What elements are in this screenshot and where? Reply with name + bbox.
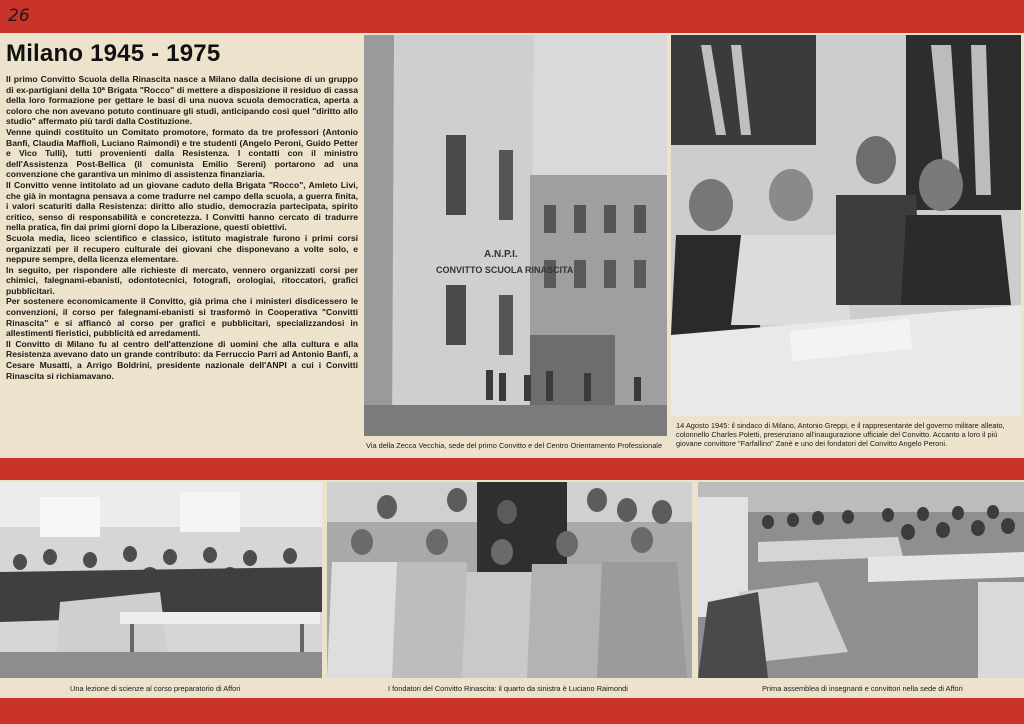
paragraph: In seguito, per rispondere alle richieste di mercato, vennero organizzati corsi per chimici, falegnami-ebanisti, odontotecnici, fotografi, orologiai, ritoccatori, grafici pubblicitari. (6, 264, 358, 296)
building-letters: A.N.P.I. (484, 249, 518, 260)
photo-lesson (0, 482, 322, 678)
paragraph: Venne quindi costituito un Comitato promotore, formato da tre professori (Antonio Banfi, Claudia Maffioli, Luciano Raimondi) e tre studenti (Angelo Peroni, Guido Petter e Vico Tulli), tutti provenienti dalla Resistenza. I contatti con il ministro dell'Assistenza Post-Bellica (il comunista Emilio Sereni) portarono ad una convenzione che garantiva un minimo di assistenza finanziaria. (6, 126, 358, 180)
building-sign: CONVITTO SCUOLA RINASCITA (436, 265, 574, 275)
caption-street: Via della Zecca Vecchia, sede del primo Convitto e del Centro Orientamento Professionale (366, 441, 663, 450)
page-title: Milano 1945 - 1975 (6, 40, 221, 67)
page-number: 26 (8, 6, 30, 26)
photo-officials (671, 35, 1021, 416)
caption-assembly: Prima assemblea di insegnanti e convittori nella sede di Affori (762, 684, 963, 693)
paragraph: Scuola media, liceo scientifico e classico, istituto magistrale furono i primi corsi organizzati per il recupero culturale dei giovani che disponevano a volte solo, e neppure sempre, della licenza elementare. (6, 232, 358, 265)
photo-founders (327, 482, 692, 678)
paragraph: Il Convitto di Milano fu al centro dell'attenzione di uomini che alla cultura e alla Resistenza avevano dato un grande contributo: da Ferruccio Parri ad Antonio Banfi, a Cesare Musatti, a Arrigo Boldrini, presidente nazionale dell'ANPI a cui i Convitti Rinascita si richiamavano. (6, 338, 358, 381)
caption-founders: I fondatori del Convitto Rinascita: il quarto da sinistra è Luciano Raimondi (388, 684, 628, 693)
paragraph: Per sostenere economicamente il Convitto, già prima che i ministeri disdicessero le convenzioni, il corso per falegnami-ebanisti si trasformò in Cooperativa "Convitti Rinascita" e si affiancò al corso per grafici e pubblicitari, specializzandosi in allestimenti fieristici, pubblicità ed arredamenti. (6, 296, 358, 339)
paragraph: Il Convitto venne intitolato ad un giovane caduto della Brigata "Rocco", Amleto Livi, che già in montagna pensava a come tradurre nel campo della scuola, a guerra finita, i valori scaturiti dalla Resistenza: diritto allo studio, democrazia partecipata, spirito critico, senso di responsabilità e concretezza. I Convitti hanno cercato di tradurre nella pratica, fin dai primi giorni dopo la Liberazione, questi obiettivi. (6, 179, 358, 233)
caption-lesson: Una lezione di scienze al corso preparatorio di Affori (70, 684, 241, 693)
photo-assembly (698, 482, 1024, 678)
article-body (6, 74, 358, 381)
paragraph: Il primo Convitto Scuola della Rinascita nasce a Milano dalla decisione di un gruppo di ex-partigiani della 10ª Brigata "Rocco" di mettere a disposizione il residuo di cassa della loro formazione per gettare le basi di una nuova scuola democratica, aperta a coloro che non avevano potuto continuare gli studi, anticipando così quel "diritto allo studio" affermato più tardi dalla Costituzione. (6, 74, 358, 127)
photo-street-building (364, 35, 667, 436)
caption-officials: 14 Agosto 1945: il sindaco di Milano, Antonio Greppi, e il rappresentante del governo militare alleato, colonnello Charles Poletti, presenziano all'inaugurazione ufficiale del Convitto. Accanto a loro il più giovane convittore "Farfallino" Zanè e uno dei fondatori del Convitto Angelo Peroni. (676, 421, 1005, 448)
